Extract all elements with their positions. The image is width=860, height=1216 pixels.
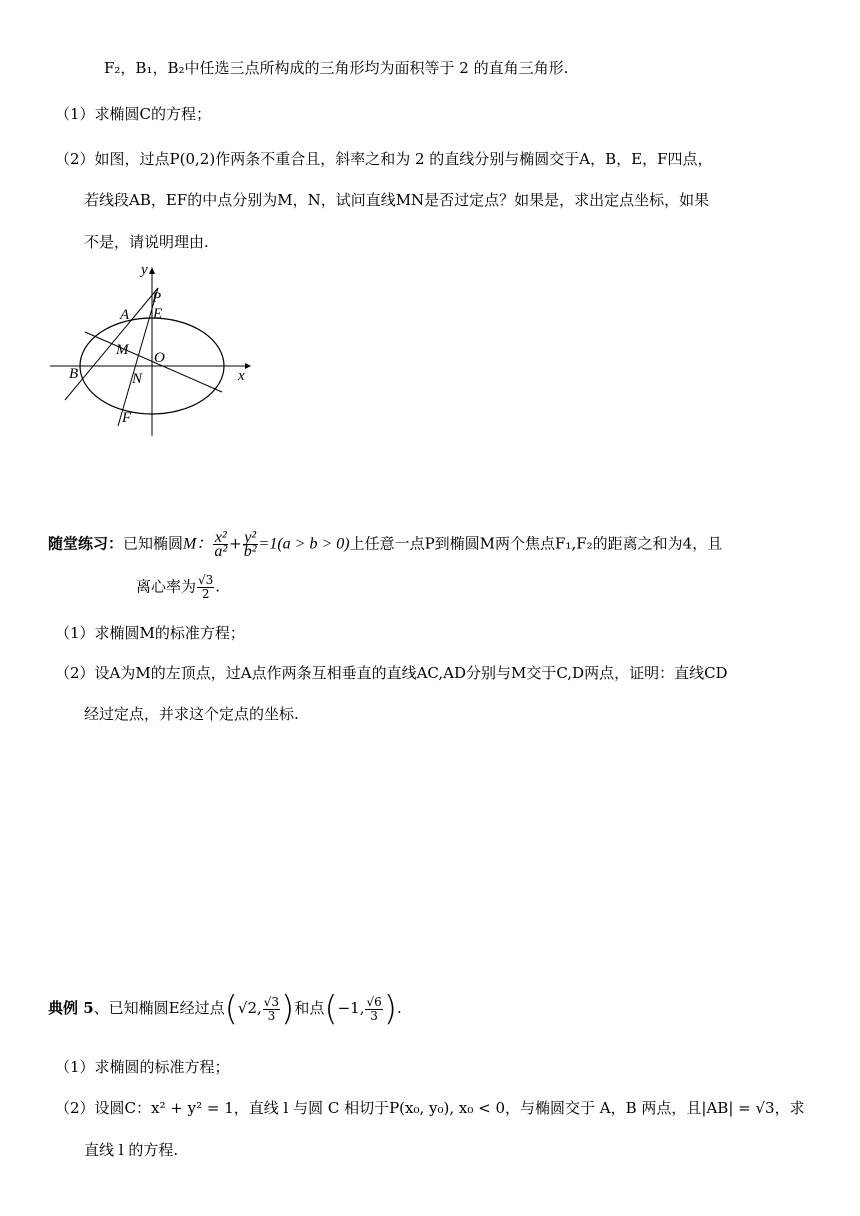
label-y: y [141, 262, 148, 278]
practice-line-1: 随堂练习：已知椭圆M： $\frac{\text{x²}}{\text{a²}}$ + $\frac{\text{y²}}{\text{b²}}$ =1(a > b > 0)上任意一点P到椭圆M两个焦点F₁,F₂的距离之和为4，且 [48, 529, 723, 560]
practice-question-1: （1）求椭圆M的标准方程； [55, 624, 245, 642]
fraction-sqrt3-3: $\frac{√3}{3}$ [263, 994, 280, 1023]
point2-x: −1, [337, 999, 365, 1017]
example5-question-1: （1）求椭圆的标准方程； [55, 1058, 230, 1076]
practice-line-2: 离心率为 $\frac{√3}{2}$ . [136, 573, 221, 601]
ellipse-figure [40, 260, 260, 440]
fraction-y2-b2: $\frac{\text{y²}}{\text{b²}}$ [243, 529, 257, 560]
period: . [397, 999, 402, 1017]
question-2-line-2: 若线段AB，EF的中点分别为M，N，试问直线MN是否过定点？如果是，求出定点坐标，如果 [84, 191, 710, 209]
label-b: B [69, 366, 79, 382]
example5-heading: 典例 5 [48, 999, 94, 1017]
label-x: x [238, 368, 245, 384]
label-o: O [154, 350, 165, 366]
fraction-sqrt3-2: $\frac{√3}{2}$ [198, 573, 214, 601]
fraction-x2-a2: $\frac{\text{x²}}{\text{a²}}$ [214, 529, 228, 560]
question-2-line-3: 不是，请说明理由. [84, 233, 209, 251]
practice-question-2-line-2: 经过定点，并求这个定点的坐标. [84, 705, 299, 723]
label-a: A [120, 307, 130, 323]
x-axis-arrow [245, 363, 251, 369]
example5-line-1: 典例 5、已知椭圆E经过点(√2, $\frac{√3}{3}$ )和点(−1, $\frac{√6}{3}$ ). [48, 989, 402, 1029]
practice-text: 已知椭圆 [123, 534, 184, 553]
example5-question-2-line-1: （2）设圆C：x² + y² = 1，直线 l 与圆 C 相切于P(x₀, y₀), x₀ < 0，与椭圆交于 A，B 两点，且|AB| = √3，求 [55, 1099, 805, 1117]
y-axis-arrow [149, 267, 155, 274]
practice-heading: 随堂练习： [48, 534, 124, 553]
question-1: （1）求椭圆C的方程； [55, 105, 212, 123]
and-text: 和点 [294, 999, 325, 1017]
fraction-sqrt6-3: $\frac{√6}{3}$ [366, 994, 382, 1023]
example5-text: 、已知椭圆E经过点 [93, 999, 225, 1017]
point1-x: √2, [237, 999, 262, 1017]
label-p: P [152, 290, 162, 306]
question-2-line-1: （2）如图，过点P(0,2)作两条不重合且，斜率之和为 2 的直线分别与椭圆交于A，B，E，F四点， [55, 150, 713, 168]
condition-line: F₂，B₁，B₂中任选三点所构成的三角形均为面积等于 2 的直角三角形. [104, 59, 569, 77]
label-f: F [122, 410, 132, 426]
practice-question-2-line-1: （2）设A为M的左顶点，过A点作两条互相垂直的直线AC,AD分别与M交于C,D两点，证明：直线CD [55, 664, 728, 682]
practice-text-2: 上任意一点P到椭圆M两个焦点F₁,F₂的距离之和为4，且 [349, 534, 723, 553]
ellipse-name: M： [183, 535, 213, 553]
label-e: E [153, 306, 163, 322]
equation-tail: =1(a > b > 0) [258, 535, 350, 553]
label-m: M [116, 342, 129, 358]
example5-question-2-line-2: 直线 l 的方程. [84, 1141, 179, 1159]
label-n: N [132, 371, 143, 387]
eccentricity-text: 离心率为 [136, 577, 197, 596]
